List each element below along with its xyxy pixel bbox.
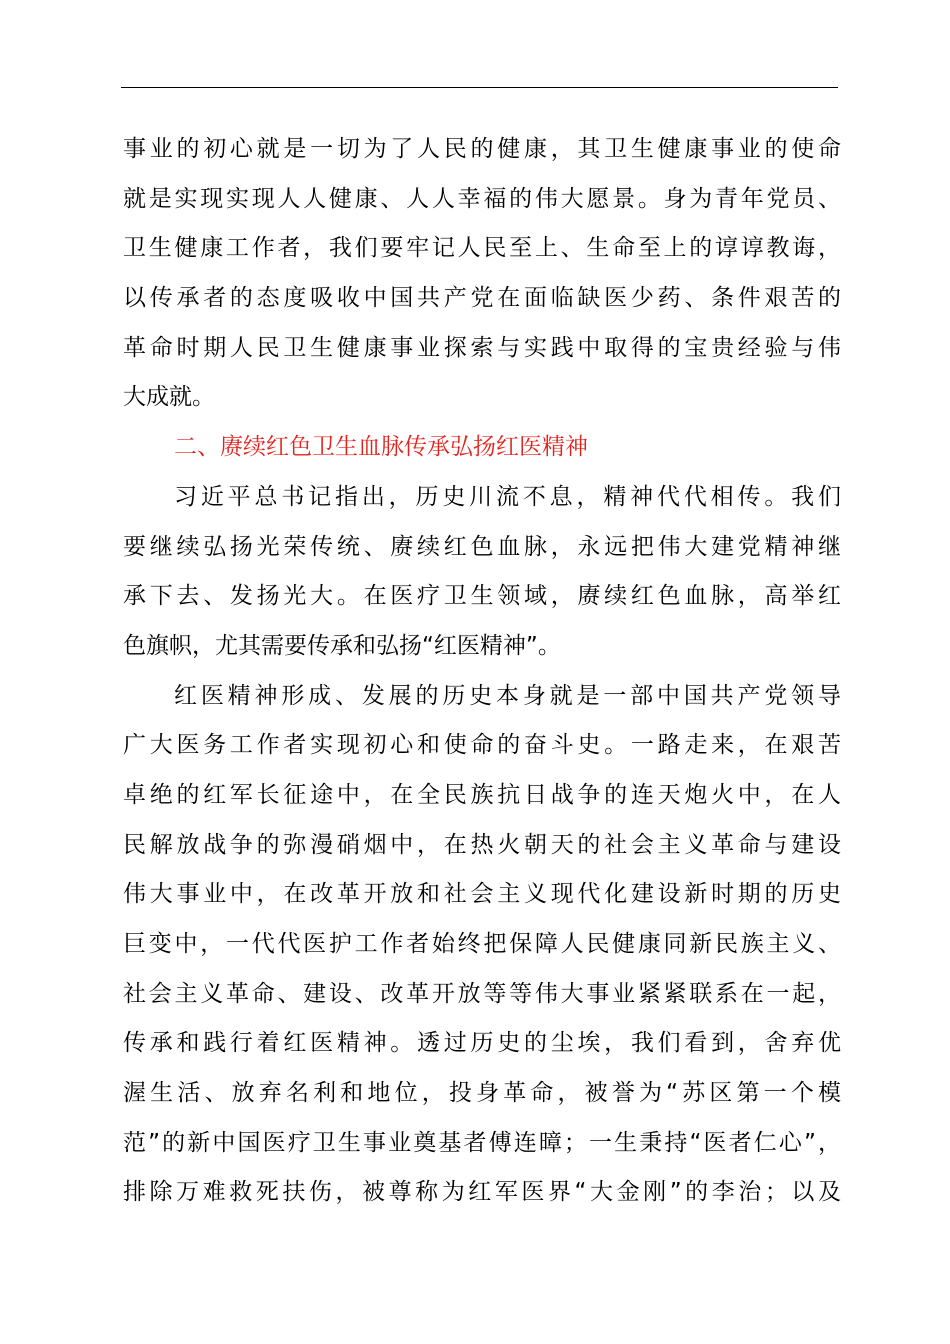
text-line: 承下去、发扬光大。在医疗卫生领域，赓续红色血脉，高举红 — [123, 583, 841, 610]
paragraph — [123, 672, 841, 1219]
section-heading — [123, 423, 841, 473]
text-line: 事业的初心就是一切为了人民的健康，其卫生健康事业的使命 — [123, 136, 841, 162]
header-rule — [121, 87, 838, 88]
text-line: 排除万难救死扶伤，被尊称为红军医界“大金刚”的李治；以及 — [123, 1179, 841, 1206]
text-line: 大成就。 — [123, 384, 215, 411]
text-line: 卫生健康工作者，我们要牢记人民至上、生命至上的谆谆教诲， — [123, 235, 841, 262]
text-line: 传承和践行着红医精神。透过历史的尘埃，我们看到，舍弃优 — [123, 1030, 841, 1057]
text-line: 范”的新中国医疗卫生事业奠基者傅连暲；一生秉持“医者仁心”， — [123, 1129, 841, 1156]
text-line: 以传承者的态度吸收中国共产党在面临缺医少药、条件艰苦的 — [123, 285, 841, 312]
section-heading-text: 二、赓续红色卫生血脉传承弘扬红医精神 — [174, 434, 588, 461]
text-line: 色旗帜，尤其需要传承和弘扬“红医精神”。 — [123, 632, 561, 659]
text-line: 伟大事业中，在改革开放和社会主义现代化建设新时期的历史 — [123, 881, 841, 908]
text-line: 习近平总书记指出，历史川流不息，精神代代相传。我们 — [174, 483, 841, 510]
text-line: 革命时期人民卫生健康事业探索与实践中取得的宝贵经验与伟 — [123, 334, 841, 361]
text-line: 要继续弘扬光荣传统、赓续红色血脉，永远把伟大建党精神继 — [123, 533, 841, 560]
text-line: 巨变中，一代代医护工作者始终把保障人民健康同新民族主义、 — [123, 931, 841, 957]
text-line: 就是实现实现人人健康、人人幸福的伟大愿景。身为青年党员、 — [123, 185, 841, 212]
text-line: 广大医务工作者实现初心和使命的奋斗史。一路走来，在艰苦 — [123, 732, 841, 759]
text-line: 社会主义革命、建设、改革开放等等伟大事业紧紧联系在一起， — [123, 980, 841, 1007]
text-line: 渥生活、放弃名利和地位，投身革命，被誉为“苏区第一个模 — [123, 1080, 841, 1107]
paragraph — [123, 473, 841, 672]
text-line: 卓绝的红军长征途中，在全民族抗日战争的连天炮火中，在人 — [123, 781, 841, 808]
text-line: 民解放战争的弥漫硝烟中，在热火朝天的社会主义革命与建设 — [123, 831, 841, 858]
paragraph — [123, 125, 841, 423]
text-line: 红医精神形成、发展的历史本身就是一部中国共产党领导 — [174, 682, 841, 709]
document-body — [123, 125, 841, 1218]
